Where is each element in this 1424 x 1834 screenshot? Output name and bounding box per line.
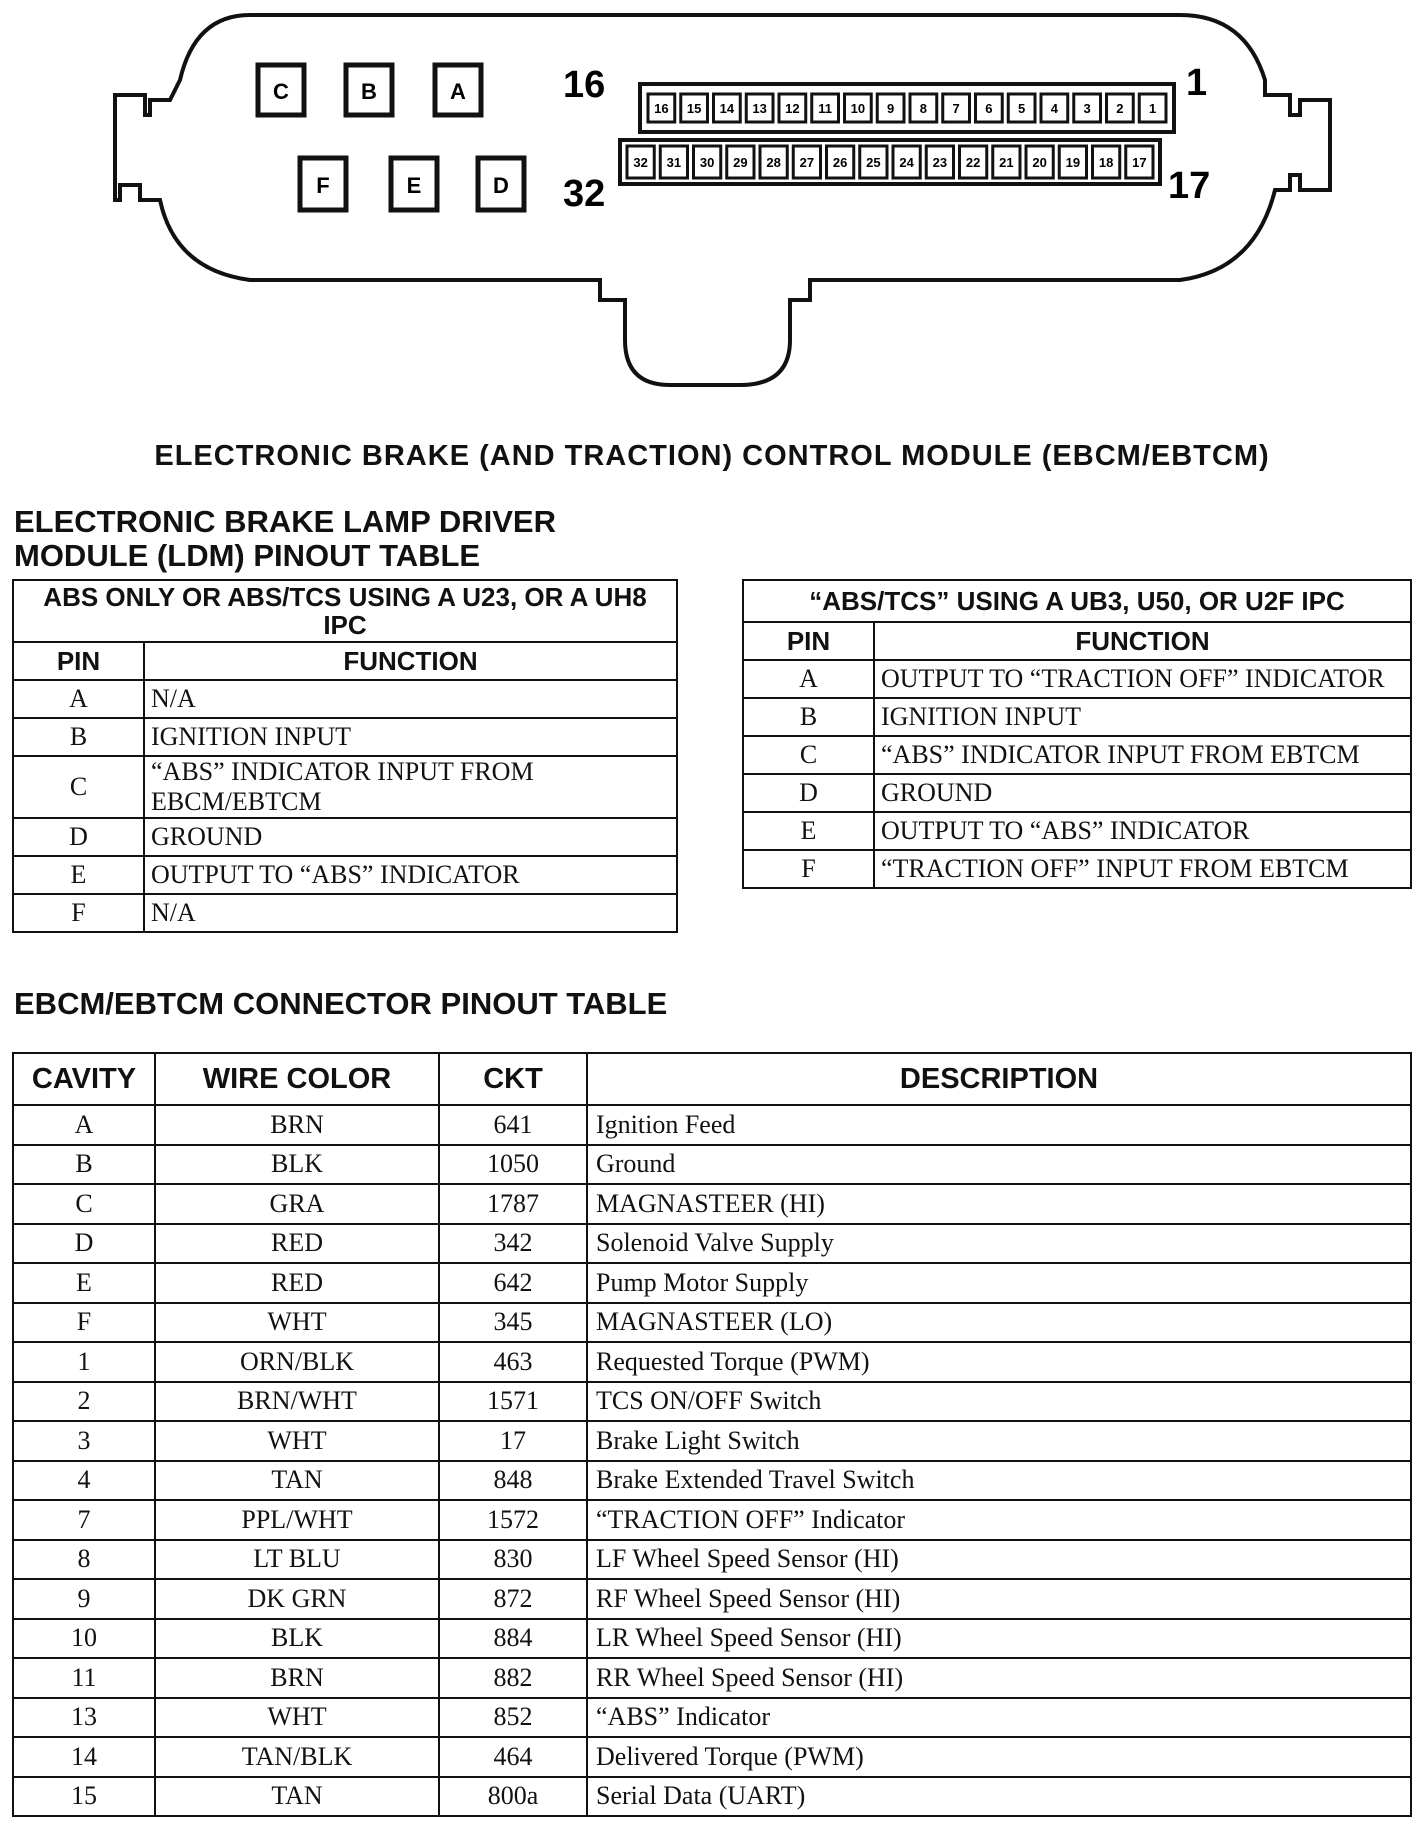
ldm-function: GROUND bbox=[874, 774, 1411, 812]
description-cell: Solenoid Valve Supply bbox=[587, 1224, 1411, 1264]
ldm-function: “TRACTION OFF” INPUT FROM EBTCM bbox=[874, 850, 1411, 888]
pin-number-6: 6 bbox=[985, 101, 993, 116]
ldm-left-col-function: FUNCTION bbox=[144, 642, 677, 680]
cavity-cell: 13 bbox=[13, 1698, 155, 1738]
pin-number-26: 26 bbox=[832, 155, 848, 170]
pin-label-16: 16 bbox=[563, 64, 606, 106]
description-cell: Requested Torque (PWM) bbox=[587, 1342, 1411, 1382]
cavity-cell: D bbox=[13, 1224, 155, 1264]
ckt-cell: 1571 bbox=[439, 1382, 587, 1422]
description-cell: RF Wheel Speed Sensor (HI) bbox=[587, 1579, 1411, 1619]
ldm-pin: A bbox=[743, 660, 874, 698]
cavity-cell: 3 bbox=[13, 1421, 155, 1461]
module-caption: ELECTRONIC BRAKE (AND TRACTION) CONTROL MODULE (EBCM/EBTCM) bbox=[154, 440, 1270, 472]
description-cell: RR Wheel Speed Sensor (HI) bbox=[587, 1658, 1411, 1698]
ldm-right-row bbox=[743, 698, 1411, 736]
pin-number-3: 3 bbox=[1083, 101, 1091, 116]
pin-number-21: 21 bbox=[999, 155, 1014, 170]
description-cell: Pump Motor Supply bbox=[587, 1263, 1411, 1303]
pin-number-14: 14 bbox=[719, 101, 735, 116]
wire-color-cell: ORN/BLK bbox=[155, 1342, 439, 1382]
ckt-cell: 463 bbox=[439, 1342, 587, 1382]
table-row bbox=[13, 1579, 1411, 1619]
wire-color-cell: RED bbox=[155, 1224, 439, 1264]
cavity-C-label: C bbox=[273, 79, 289, 104]
ldm-right-row bbox=[743, 660, 1411, 698]
cavity-cell: F bbox=[13, 1303, 155, 1343]
ldm-pin: D bbox=[743, 774, 874, 812]
ldm-pin: C bbox=[743, 736, 874, 774]
ckt-cell: 800a bbox=[439, 1777, 587, 1817]
ldm-pin: D bbox=[13, 818, 144, 856]
ckt-cell: 852 bbox=[439, 1698, 587, 1738]
cavity-cell: 10 bbox=[13, 1619, 155, 1659]
ldm-function: “ABS” INDICATOR INPUT FROM EBCM/EBTCM bbox=[144, 756, 677, 818]
pin-number-20: 20 bbox=[1032, 155, 1047, 170]
ckt-cell: 872 bbox=[439, 1579, 587, 1619]
ldm-right-row bbox=[743, 812, 1411, 850]
pin-number-29: 29 bbox=[733, 155, 748, 170]
wire-color-cell: BLK bbox=[155, 1145, 439, 1185]
ebcm-title: EBCM/EBTCM CONNECTOR PINOUT TABLE bbox=[14, 986, 668, 1021]
description-cell: Ignition Feed bbox=[587, 1105, 1411, 1145]
pin-label-1: 1 bbox=[1186, 62, 1208, 104]
ldm-table-right bbox=[742, 579, 1412, 889]
ldm-left-row bbox=[13, 680, 677, 718]
ckt-cell: 642 bbox=[439, 1263, 587, 1303]
col-cavity: CAVITY bbox=[13, 1053, 155, 1105]
pin-number-11: 11 bbox=[818, 101, 832, 116]
pin-number-15: 15 bbox=[686, 101, 702, 116]
ckt-cell: 1050 bbox=[439, 1145, 587, 1185]
cavity-cell: 2 bbox=[13, 1382, 155, 1422]
cavity-E-label: E bbox=[406, 173, 422, 198]
ldm-pin: B bbox=[13, 718, 144, 756]
ldm-left-row bbox=[13, 718, 677, 756]
ldm-function: OUTPUT TO “ABS” INDICATOR bbox=[874, 812, 1411, 850]
wire-color-cell: DK GRN bbox=[155, 1579, 439, 1619]
table-row bbox=[13, 1105, 1411, 1145]
ldm-pin: C bbox=[13, 756, 144, 818]
cavity-cell: E bbox=[13, 1263, 155, 1303]
ckt-cell: 884 bbox=[439, 1619, 587, 1659]
pin-number-13: 13 bbox=[752, 101, 767, 116]
cavity-cell: B bbox=[13, 1145, 155, 1185]
ckt-cell: 17 bbox=[439, 1421, 587, 1461]
wire-color-cell: WHT bbox=[155, 1303, 439, 1343]
pin-number-27: 27 bbox=[799, 155, 815, 170]
table-row bbox=[13, 1224, 1411, 1264]
pin-number-30: 30 bbox=[699, 155, 715, 170]
wire-color-cell: BRN bbox=[155, 1105, 439, 1145]
ckt-cell: 464 bbox=[439, 1737, 587, 1777]
ckt-cell: 1572 bbox=[439, 1500, 587, 1540]
description-cell: “ABS” Indicator bbox=[587, 1698, 1411, 1738]
table-row bbox=[13, 1263, 1411, 1303]
description-cell: Delivered Torque (PWM) bbox=[587, 1737, 1411, 1777]
pin-number-7: 7 bbox=[952, 101, 960, 116]
wire-color-cell: BRN bbox=[155, 1658, 439, 1698]
cavity-cell: 4 bbox=[13, 1461, 155, 1501]
ckt-cell: 641 bbox=[439, 1105, 587, 1145]
ldm-function: N/A bbox=[144, 680, 677, 718]
ldm-function: OUTPUT TO “TRACTION OFF” INDICATOR bbox=[874, 660, 1411, 698]
ckt-cell: 342 bbox=[439, 1224, 587, 1264]
cavity-A-label: A bbox=[450, 79, 466, 104]
pin-number-19: 19 bbox=[1065, 155, 1081, 170]
ldm-title-line1: ELECTRONIC BRAKE LAMP DRIVER bbox=[14, 504, 556, 539]
wire-color-cell: GRA bbox=[155, 1184, 439, 1224]
description-cell: “TRACTION OFF” Indicator bbox=[587, 1500, 1411, 1540]
pin-number-22: 22 bbox=[965, 155, 981, 170]
ldm-right-col-pin: PIN bbox=[743, 622, 874, 660]
pin-number-16: 16 bbox=[654, 101, 669, 116]
wire-color-cell: RED bbox=[155, 1263, 439, 1303]
pin-number-10: 10 bbox=[850, 101, 866, 116]
table-row bbox=[13, 1777, 1411, 1817]
table-row bbox=[13, 1540, 1411, 1580]
ldm-right-row bbox=[743, 850, 1411, 888]
cavity-cell: 9 bbox=[13, 1579, 155, 1619]
pin-number-8: 8 bbox=[919, 101, 927, 116]
cavity-cell: 11 bbox=[13, 1658, 155, 1698]
pin-number-23: 23 bbox=[932, 155, 948, 170]
ldm-right-row bbox=[743, 736, 1411, 774]
cavity-D-label: D bbox=[493, 173, 509, 198]
cavity-cell: 14 bbox=[13, 1737, 155, 1777]
pin-number-31: 31 bbox=[666, 155, 682, 170]
pin-number-18: 18 bbox=[1098, 155, 1114, 170]
cavity-cell: A bbox=[13, 1105, 155, 1145]
pin-label-17: 17 bbox=[1168, 165, 1211, 207]
ldm-function: “ABS” INDICATOR INPUT FROM EBTCM bbox=[874, 736, 1411, 774]
table-row bbox=[13, 1461, 1411, 1501]
ldm-pin: B bbox=[743, 698, 874, 736]
table-row bbox=[13, 1737, 1411, 1777]
ldm-left-row bbox=[13, 756, 677, 818]
cavity-cell: 8 bbox=[13, 1540, 155, 1580]
ldm-function: IGNITION INPUT bbox=[144, 718, 677, 756]
ldm-right-row bbox=[743, 774, 1411, 812]
ckt-cell: 882 bbox=[439, 1658, 587, 1698]
description-cell: Ground bbox=[587, 1145, 1411, 1185]
description-cell: LF Wheel Speed Sensor (HI) bbox=[587, 1540, 1411, 1580]
table-row bbox=[13, 1658, 1411, 1698]
col-ckt: CKT bbox=[439, 1053, 587, 1105]
table-row bbox=[13, 1421, 1411, 1461]
ldm-pin: E bbox=[13, 856, 144, 894]
pin-number-2: 2 bbox=[1116, 101, 1124, 116]
connector-outline bbox=[115, 15, 1330, 385]
connector-drawing bbox=[0, 0, 1424, 420]
ldm-function: IGNITION INPUT bbox=[874, 698, 1411, 736]
connector-diagram bbox=[0, 0, 1424, 420]
table-row bbox=[13, 1184, 1411, 1224]
description-cell: Serial Data (UART) bbox=[587, 1777, 1411, 1817]
cavity-cell: 1 bbox=[13, 1342, 155, 1382]
description-cell: MAGNASTEER (HI) bbox=[587, 1184, 1411, 1224]
ldm-left-row bbox=[13, 818, 677, 856]
ckt-cell: 830 bbox=[439, 1540, 587, 1580]
ldm-table-left bbox=[12, 579, 678, 933]
ldm-pin: F bbox=[13, 894, 144, 932]
ebcm-table bbox=[12, 1052, 1412, 1817]
wire-color-cell: PPL/WHT bbox=[155, 1500, 439, 1540]
pin-number-4: 4 bbox=[1050, 101, 1058, 116]
ldm-pin: E bbox=[743, 812, 874, 850]
col-description: DESCRIPTION bbox=[587, 1053, 1411, 1105]
ldm-left-header: ABS ONLY OR ABS/TCS USING A U23, OR A UH8 IPC bbox=[13, 580, 677, 642]
ldm-function: OUTPUT TO “ABS” INDICATOR bbox=[144, 856, 677, 894]
cavity-B-label: B bbox=[361, 79, 377, 104]
wire-color-cell: TAN/BLK bbox=[155, 1737, 439, 1777]
table-row bbox=[13, 1145, 1411, 1185]
pin-number-5: 5 bbox=[1018, 101, 1026, 116]
cavity-cell: 7 bbox=[13, 1500, 155, 1540]
wire-color-cell: BLK bbox=[155, 1619, 439, 1659]
pin-number-1: 1 bbox=[1149, 101, 1157, 116]
wire-color-cell: WHT bbox=[155, 1421, 439, 1461]
ldm-pin: F bbox=[743, 850, 874, 888]
ldm-function: GROUND bbox=[144, 818, 677, 856]
description-cell: Brake Extended Travel Switch bbox=[587, 1461, 1411, 1501]
ldm-left-row bbox=[13, 894, 677, 932]
wire-color-cell: TAN bbox=[155, 1777, 439, 1817]
cavity-F-label: F bbox=[316, 173, 330, 198]
pin-number-17: 17 bbox=[1132, 155, 1147, 170]
table-row bbox=[13, 1619, 1411, 1659]
description-cell: LR Wheel Speed Sensor (HI) bbox=[587, 1619, 1411, 1659]
table-row bbox=[13, 1382, 1411, 1422]
pin-number-28: 28 bbox=[766, 155, 781, 170]
ldm-title-line2: MODULE (LDM) PINOUT TABLE bbox=[14, 538, 481, 573]
ckt-cell: 1787 bbox=[439, 1184, 587, 1224]
table-row bbox=[13, 1698, 1411, 1738]
ckt-cell: 848 bbox=[439, 1461, 587, 1501]
wire-color-cell: BRN/WHT bbox=[155, 1382, 439, 1422]
wire-color-cell: TAN bbox=[155, 1461, 439, 1501]
table-row bbox=[13, 1303, 1411, 1343]
wire-color-cell: LT BLU bbox=[155, 1540, 439, 1580]
col-wire-color: WIRE COLOR bbox=[155, 1053, 439, 1105]
pin-number-32: 32 bbox=[633, 155, 648, 170]
description-cell: TCS ON/OFF Switch bbox=[587, 1382, 1411, 1422]
cavity-cell: 15 bbox=[13, 1777, 155, 1817]
pin-label-32: 32 bbox=[563, 173, 606, 215]
table-row bbox=[13, 1500, 1411, 1540]
ldm-left-col-pin: PIN bbox=[13, 642, 144, 680]
cavity-cell: C bbox=[13, 1184, 155, 1224]
ckt-cell: 345 bbox=[439, 1303, 587, 1343]
table-row bbox=[13, 1342, 1411, 1382]
pin-number-9: 9 bbox=[887, 101, 895, 116]
description-cell: Brake Light Switch bbox=[587, 1421, 1411, 1461]
pin-number-24: 24 bbox=[899, 155, 914, 170]
ldm-left-row bbox=[13, 856, 677, 894]
pin-number-25: 25 bbox=[866, 155, 881, 170]
ldm-right-header: “ABS/TCS” USING A UB3, U50, OR U2F IPC bbox=[743, 580, 1411, 622]
pin-number-12: 12 bbox=[785, 101, 800, 116]
description-cell: MAGNASTEER (LO) bbox=[587, 1303, 1411, 1343]
ldm-function: N/A bbox=[144, 894, 677, 932]
wire-color-cell: WHT bbox=[155, 1698, 439, 1738]
ldm-pin: A bbox=[13, 680, 144, 718]
ldm-right-col-function: FUNCTION bbox=[874, 622, 1411, 660]
